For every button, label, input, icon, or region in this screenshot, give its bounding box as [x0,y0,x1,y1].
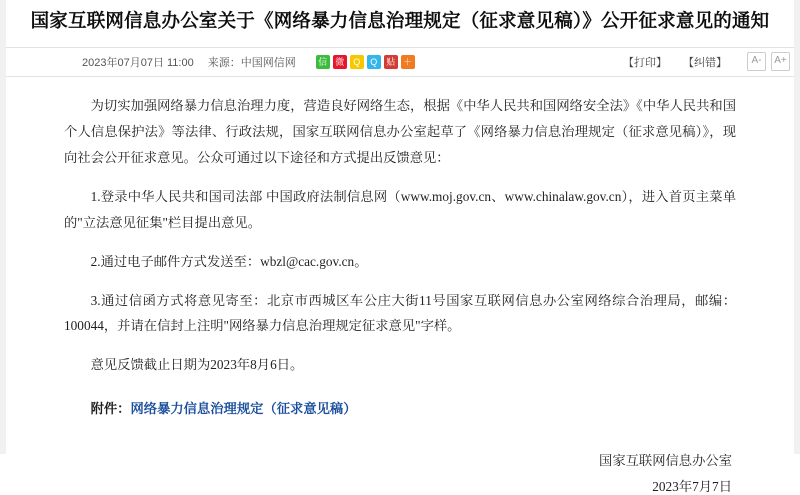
qq-share-icon[interactable]: Q [367,55,381,69]
document-body [0,77,800,495]
page-title: 国家互联网信息办公室关于《网络暴力信息治理规定（征求意见稿）》公开征求意见的通知 [30,12,770,32]
attachment-line [64,396,736,421]
body-paragraph-3: 2.通过电子邮件方式发送至：wbzl@cac.gov.cn。 [90,253,368,269]
wechat-share-icon[interactable]: 信 [316,55,330,69]
page-right-margin [794,0,800,454]
font-size-controls [747,52,790,71]
font-decrease-button[interactable]: A- [747,52,766,71]
signature-date: 2023年7月7日 [652,479,732,495]
correction-button[interactable]: 【纠错】 [683,56,727,69]
more-share-icon[interactable]: ＋ [401,55,415,69]
body-paragraph-2: 1.登录中华人民共和国司法部 中国政府法制信息网（www.moj.gov.cn、www.chinalaw.gov.cn），进入首页主菜单的"立法意见征集"栏目提出意见。 [64,188,736,230]
print-button[interactable]: 【打印】 [623,56,667,69]
publish-date: 2023年07月07日 11:00 [82,56,194,69]
meta-bar [0,47,800,77]
weibo-share-icon[interactable]: 微 [333,55,347,69]
font-increase-button[interactable]: A+ [771,52,790,71]
attachment-link[interactable]: 网络暴力信息治理规定（征求意见稿） [130,401,357,417]
attachment-label: 附件： [90,401,131,417]
source-label: 来源： [207,56,241,69]
body-paragraph-4: 3.通过信函方式将意见寄至：北京市西城区车公庄大街11号国家互联网信息办公室网络综合治理局，邮编：100044，并请在信封上注明"网络暴力信息治理规定征求意见"字样。 [64,292,736,334]
body-paragraph-5: 意见反馈截止日期为2023年8月6日。 [90,357,304,373]
share-icon-group [316,55,415,69]
source-name: 中国网信网 [240,56,296,69]
qzone-share-icon[interactable]: Q [350,55,364,69]
tieba-share-icon[interactable]: 贴 [384,55,398,69]
body-paragraph-1: 为切实加强网络暴力信息治理力度，营造良好网络生态，根据《中华人民共和国网络安全法》《中华人民共和国个人信息保护法》等法律、行政法规，国家互联网信息办公室起草了《网络暴力信息治理规定（征求意见稿）》，现向社会公开征求意见。公众可通过以下途径和方式提出反馈意见： [64,97,736,165]
meta-right-group [623,52,790,71]
source-info [208,54,296,70]
page-left-margin [0,0,6,454]
signature: 国家互联网信息办公室 [599,452,732,468]
title-bar [0,0,800,47]
meta-left-group [82,54,415,70]
